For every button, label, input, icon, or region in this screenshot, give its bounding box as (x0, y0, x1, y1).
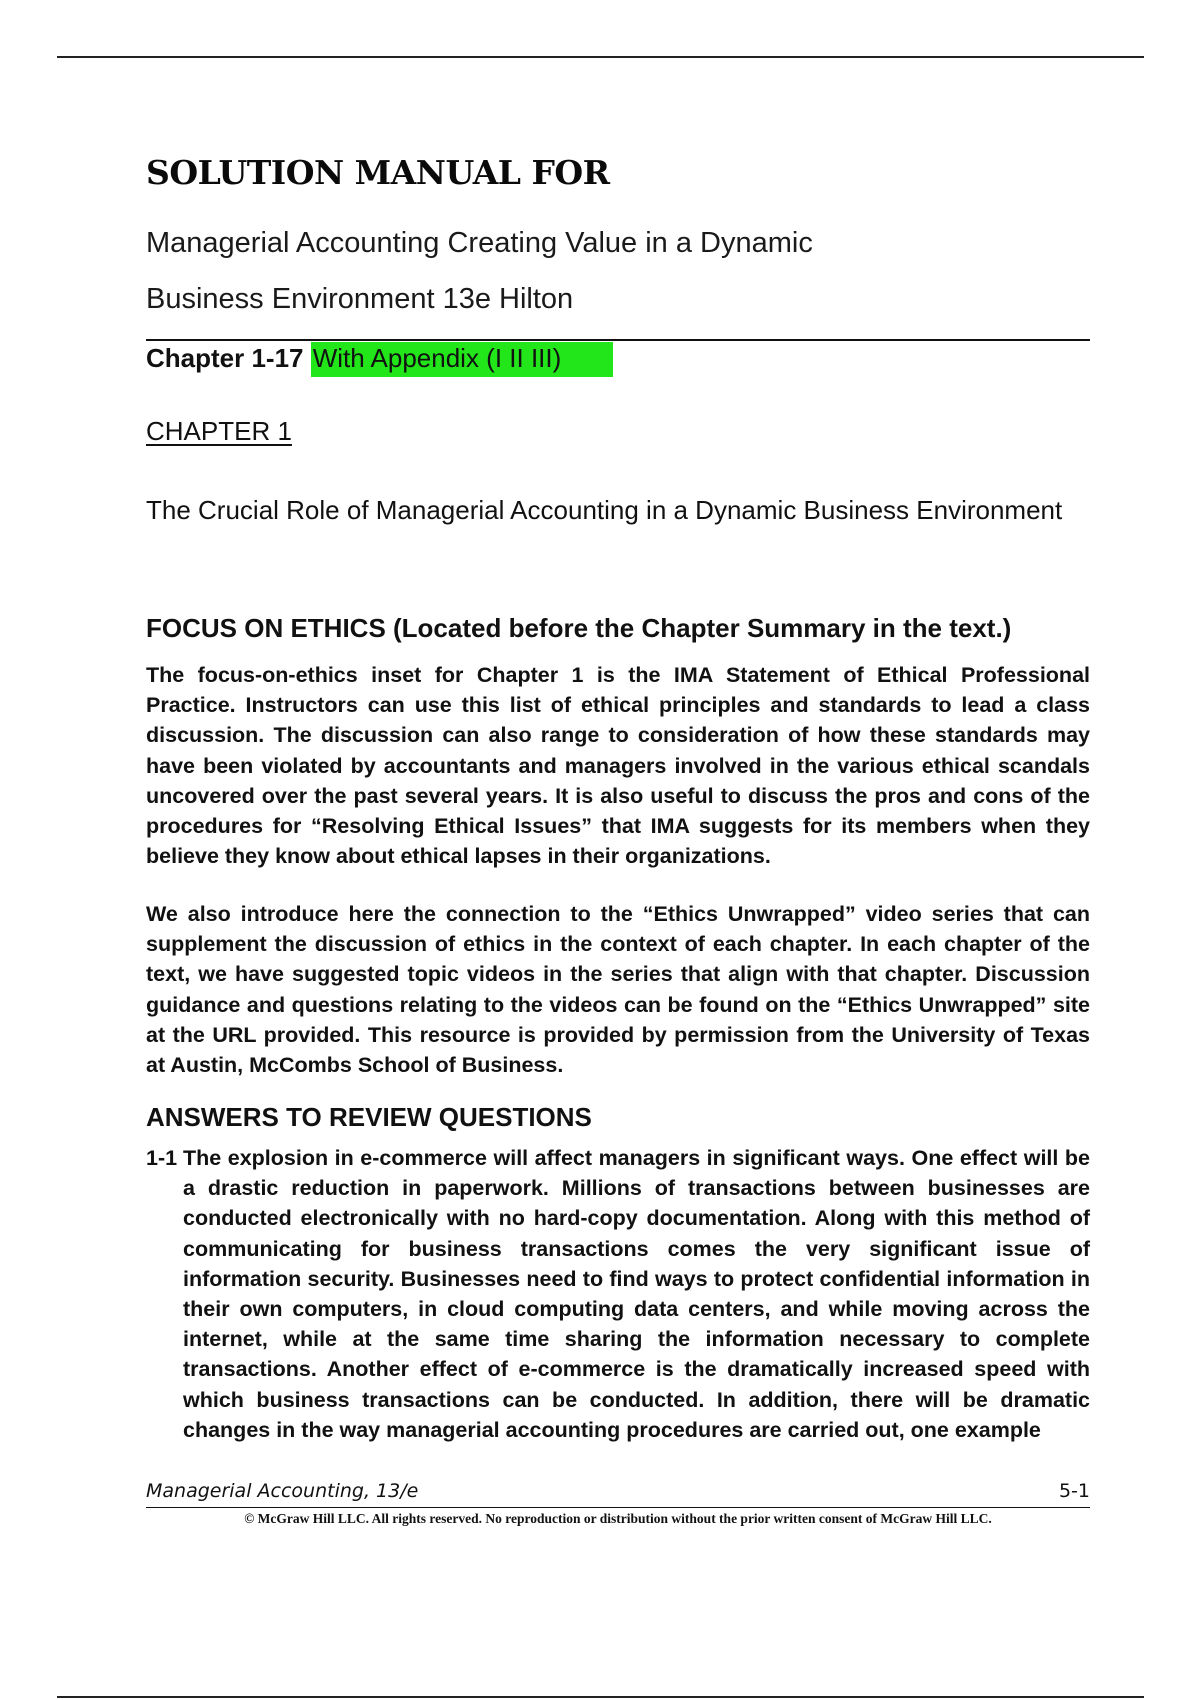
copyright-notice: © McGraw Hill LLC. All rights reserved. No reproduction or distribution without the prior written consent of McGraw Hill LLC. (244, 1511, 992, 1526)
footer-divider (146, 1507, 1090, 1508)
review-question-item (146, 1143, 1090, 1445)
footer-page-number: 5-1 (1058, 1480, 1090, 1502)
appendix-highlight: With Appendix (I II III) (311, 342, 614, 377)
book-title-line-1: Managerial Accounting Creating Value in a Dynamic (146, 227, 813, 259)
ethics-heading: FOCUS ON ETHICS (Located before the Chapter Summary in the text.) (146, 613, 1012, 643)
answer-text: The explosion in e-commerce will affect managers in significant ways. One effect will be a drastic reduction in paperwork. Millions of transactions between businesses are conducted electronically with no hard-copy documentation. Along with this method of communicating for business transactions comes the very significant issue of information security. Businesses need to find ways to protect confidential information in their own computers, in cloud computing data centers, and while moving across the internet, while at the same time sharing the information necessary to complete transactions. Another effect of e-commerce is the dramatically increased speed with which business transactions can be conducted. In addition, there will be dramatic changes in the way managerial accounting procedures are carried out, one example (183, 1146, 1090, 1442)
title-divider (146, 339, 1090, 341)
chapter-title: The Crucial Role of Managerial Accounting in a Dynamic Business Environment (146, 495, 1063, 525)
page-top-rule (57, 56, 1144, 58)
page-bottom-rule (57, 1696, 1144, 1698)
chapter-range (146, 342, 613, 377)
ethics-paragraph-1: The focus-on-ethics inset for Chapter 1 is the IMA Statement of Ethical Professional Practice. Instructors can use this list of ethical principles and standards to lead a class discussion. The discussion can also range to consideration of how these standards may have been violated by accountants and managers involved in the various ethical scandals uncovered over the past several years. It is also useful to discuss the pros and cons of the procedures for “Resolving Ethical Issues” that IMA suggests for its members when they believe they know about ethical lapses in their organizations. (146, 663, 1090, 869)
footer-book-edition: Managerial Accounting, 13/e (146, 1480, 419, 1502)
chapter-label: CHAPTER 1 (146, 416, 292, 446)
question-number: 1-1 (146, 1146, 178, 1170)
review-questions-heading: ANSWERS TO REVIEW QUESTIONS (146, 1102, 592, 1132)
book-title-line-2: Business Environment 13e Hilton (146, 283, 574, 315)
manual-title: SOLUTION MANUAL FOR (146, 153, 610, 192)
ethics-paragraph-2: We also introduce here the connection to the “Ethics Unwrapped” video series that can supplement the discussion of ethics in the context of each chapter. In each chapter of the text, we have suggested topic videos in the series that align with that chapter. Discussion guidance and questions relating to the videos can be found on the “Ethics Unwrapped” site at the URL provided. This resource is provided by permission from the University of Texas at Austin, McCombs School of Business. (146, 902, 1090, 1078)
chapter-range-label: Chapter 1-17 (146, 343, 304, 373)
